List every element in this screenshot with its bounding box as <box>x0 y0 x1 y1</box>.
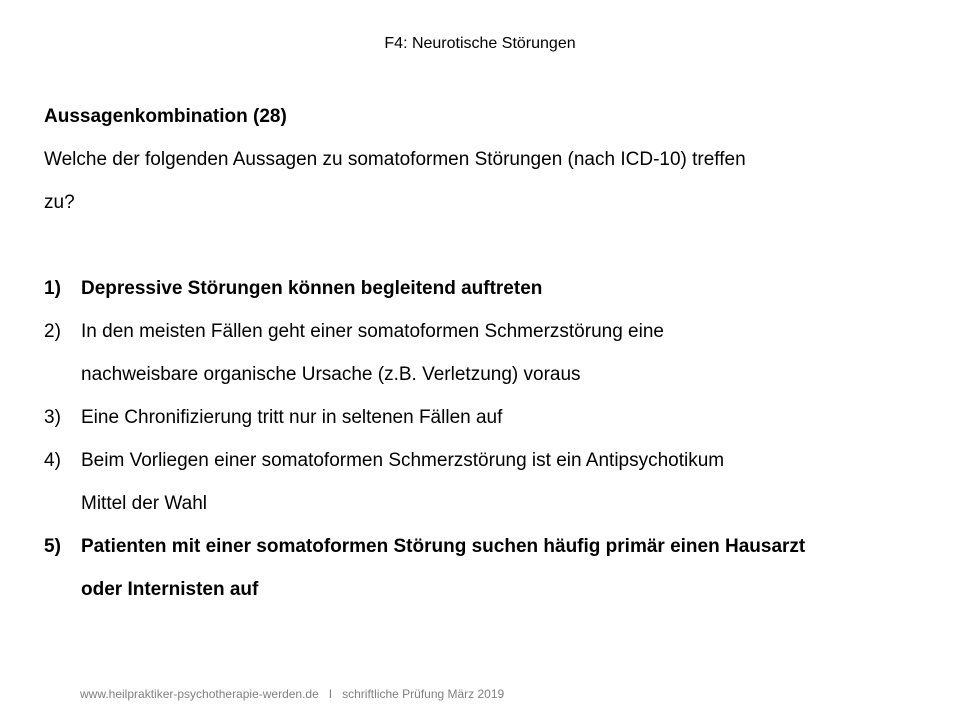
answer-item-5-line-1 <box>44 534 924 577</box>
answer-item-4 <box>44 448 924 534</box>
answer-text: Depressive Störungen können begleitend auftreten <box>81 278 543 299</box>
footer-website: www.heilpraktiker-psychotherapie-werden.de <box>80 687 319 701</box>
answer-item-2-line-2 <box>44 362 924 405</box>
answer-item-1-line-1 <box>44 276 924 319</box>
answer-text: In den meisten Fällen geht einer somatoformen Schmerzstörung eine <box>81 321 664 342</box>
answer-item-1 <box>44 276 924 319</box>
answer-text: nachweisbare organische Ursache (z.B. Verletzung) voraus <box>81 364 581 385</box>
answer-item-2 <box>44 319 924 405</box>
slide-content <box>44 104 924 620</box>
question-heading: Aussagenkombination (28) <box>44 106 287 127</box>
answer-number: 5) <box>44 536 61 557</box>
footer-separator: I <box>328 687 333 701</box>
answer-item-3-line-1 <box>44 405 924 448</box>
slide-title: F4: Neurotische Störungen <box>384 35 576 52</box>
spacer <box>44 233 924 276</box>
answer-number: 3) <box>44 407 61 428</box>
answer-item-4-line-1 <box>44 448 924 491</box>
question-text-line-1: Welche der folgenden Aussagen zu somatoformen Störungen (nach ICD-10) treffen <box>44 149 746 170</box>
answer-list <box>44 276 924 620</box>
answer-text: oder Internisten auf <box>81 579 259 600</box>
footer-exam: schriftliche Prüfung März 2019 <box>342 687 505 701</box>
answer-item-4-line-2 <box>44 491 924 534</box>
answer-number: 4) <box>44 450 61 471</box>
answer-text: Mittel der Wahl <box>81 493 207 514</box>
answer-text: Patienten mit einer somatoformen Störung suchen häufig primär einen Hausarzt <box>81 536 806 557</box>
answer-item-5 <box>44 534 924 620</box>
answer-text: Eine Chronifizierung tritt nur in seltenen Fällen auf <box>81 407 503 428</box>
answer-number: 1) <box>44 278 61 299</box>
footer <box>80 686 504 702</box>
question-text-line-2: zu? <box>44 192 75 213</box>
answer-number: 2) <box>44 321 61 342</box>
answer-item-3 <box>44 405 924 448</box>
answer-item-5-line-2 <box>44 577 924 620</box>
answer-item-2-line-1 <box>44 319 924 362</box>
answer-text: Beim Vorliegen einer somatoformen Schmerzstörung ist ein Antipsychotikum <box>81 450 725 471</box>
